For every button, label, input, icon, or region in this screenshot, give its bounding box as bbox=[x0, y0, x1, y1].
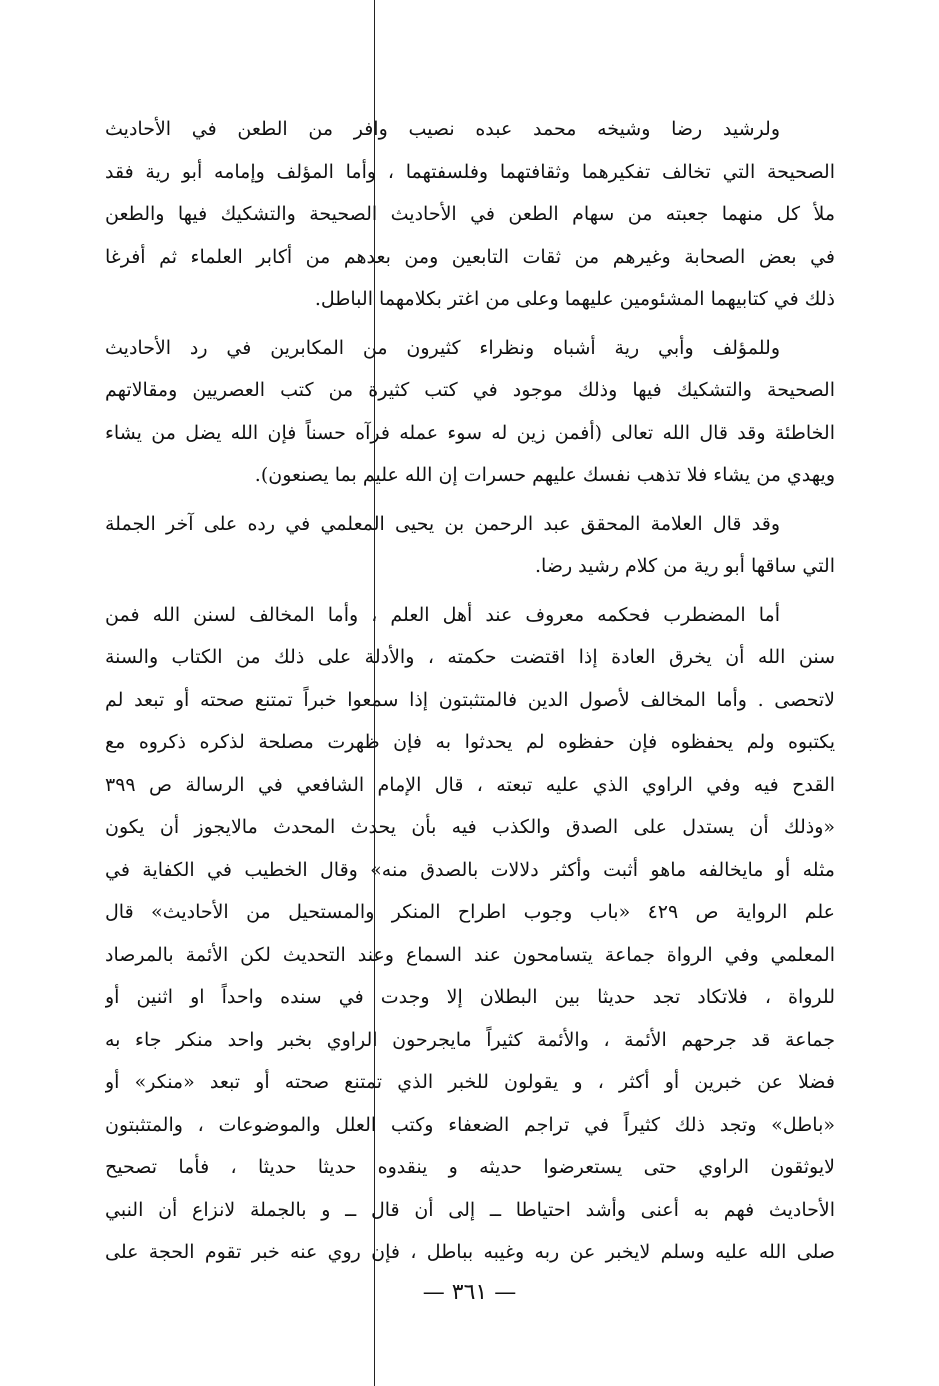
text-line: الصحيحة التي تخالف تفكيرهما وثقافتهما وفلسفتهما ، وأما المؤلف وإمامه أبو رية فقد bbox=[105, 160, 835, 183]
text-line: لاتحصى . وأما المخالف لأصول الدين فالمتثبتون إذا سمعوا خبراً تمتنع صحته أو تبعد لم bbox=[105, 688, 835, 711]
text-line: الخاطئة وقد قال الله تعالى (أفمن زين له سوء عمله فرآه حسناً فإن الله يضل من يشاء bbox=[105, 421, 835, 444]
text-line: صلى الله عليه وسلم لايخبر عن ربه وغيبه بباطل ، فإن روي عنه خبر تقوم الحجة على bbox=[105, 1241, 835, 1263]
text-line: سنن الله أن يخرق العادة إذا اقتضت حكمته ، والأدلة على ذلك من الكتاب والسنة bbox=[105, 646, 835, 668]
text-line: أما المضطرب فحكمه معروف عند أهل العلم ، وأما المخالف لسنن الله فمن bbox=[105, 603, 780, 626]
text-line: للرواة ، فلاتكاد تجد حديثا بين البطلان إلا وجدت في سنده واحداً او اثنين أو bbox=[105, 986, 835, 1008]
text-line: الأحاديث فهم به أعنى وأشد احتياطا ــ إلى أن قال ــ و بالجملة لانزاع أن النبي bbox=[105, 1198, 835, 1221]
text-line: فضلا عن خبرين أو أكثر ، و يقولون للخبر الذي تمتنع صحته أو تبعد «منكر» أو bbox=[105, 1071, 835, 1093]
text-line: وقد قال العلامة المحقق عبد الرحمن بن يحيى المعلمي في رده على آخر الجملة bbox=[105, 512, 780, 535]
text-line: المعلمي وفي الرواة جماعة يتسامحون عند السماع وعند التحديث لكن الأئمة بالمرصاد bbox=[105, 943, 835, 966]
paragraph-4-quote bbox=[105, 594, 835, 1274]
text-line: ذلك في كتابيهما المشئومين عليهما وعلى من اغتر بكلامهما الباطل. bbox=[314, 288, 835, 310]
text-line: التي ساقها أبو رية من كلام رشيد رضا. bbox=[534, 555, 835, 577]
text-line: مثله أو مايخالفه ماهو أثبت وأكثر دلالات بالصدق منه» وقال الخطيب في الكفاية في bbox=[105, 858, 835, 881]
paragraph-1 bbox=[105, 108, 835, 321]
paragraph-3 bbox=[105, 503, 835, 588]
text-line: جماعة قد جرحهم الأئمة ، والأئمة كثيراً مايجرحون الراوي بخبر واحد منكر جاء به bbox=[105, 1028, 835, 1051]
text-line: الصحيحة والتشكيك فيها وذلك موجود في كتب كثيرة من كتب العصريين ومقالاتهم bbox=[105, 379, 835, 401]
text-line: القدح فيه وفي الراوي الذي عليه تبعته ، قال الإمام الشافعي في الرسالة ص ٣٩٩ bbox=[105, 773, 835, 796]
text-line: في بعض الصحابة وغيرهم من ثقات التابعين ومن بعدهم من أكابر العلماء ثم أفرغا bbox=[105, 245, 835, 268]
text-line: «باطل» وتجد ذلك كثيراً في تراجم الضعفاء وكتب العلل والموضوعات ، والمتثبتون bbox=[105, 1113, 835, 1136]
text-line: وللمؤلف وأبي رية أشباه ونظراء كثيرون من المكابرين في رد الأحاديث bbox=[105, 336, 780, 359]
text-line: «وذلك أن يستدل على الصدق والكذب فيه بأن يحدث المحدث مالايجوز أن يكون bbox=[105, 816, 835, 838]
text-line: يكتبوه ولم يحفظوه فإن حفظوه لم يحدثوا به فإن ظهرت مصلحة لذكره ذكروه مع bbox=[105, 731, 835, 753]
text-line: ولرشيد رضا وشيخه محمد عبده نصيب وافر من الطعن في الأحاديث bbox=[105, 118, 780, 140]
text-line: علم الرواية ص ٤٢٩ «باب وجوب اطراح المنكر والمستحيل من الأحاديث» قال bbox=[105, 901, 835, 923]
text-line: ملأ كل منهما جعبته من سهام الطعن في الأحاديث الصحيحة والتشكيك فيها والطعن bbox=[105, 203, 835, 225]
text-line: لايوثقون الراوي حتى يستعرضوا حديثه و ينقدوه حديثا حديثا ، فأما تصحيح bbox=[105, 1156, 835, 1178]
text-line: ويهدي من يشاء فلا تذهب نفسك عليهم حسرات إن الله عليم بما يصنعون). bbox=[254, 464, 835, 486]
body-text bbox=[105, 108, 835, 1280]
page-number: — ٣٦١ — bbox=[422, 1280, 517, 1305]
paragraph-2 bbox=[105, 327, 835, 497]
